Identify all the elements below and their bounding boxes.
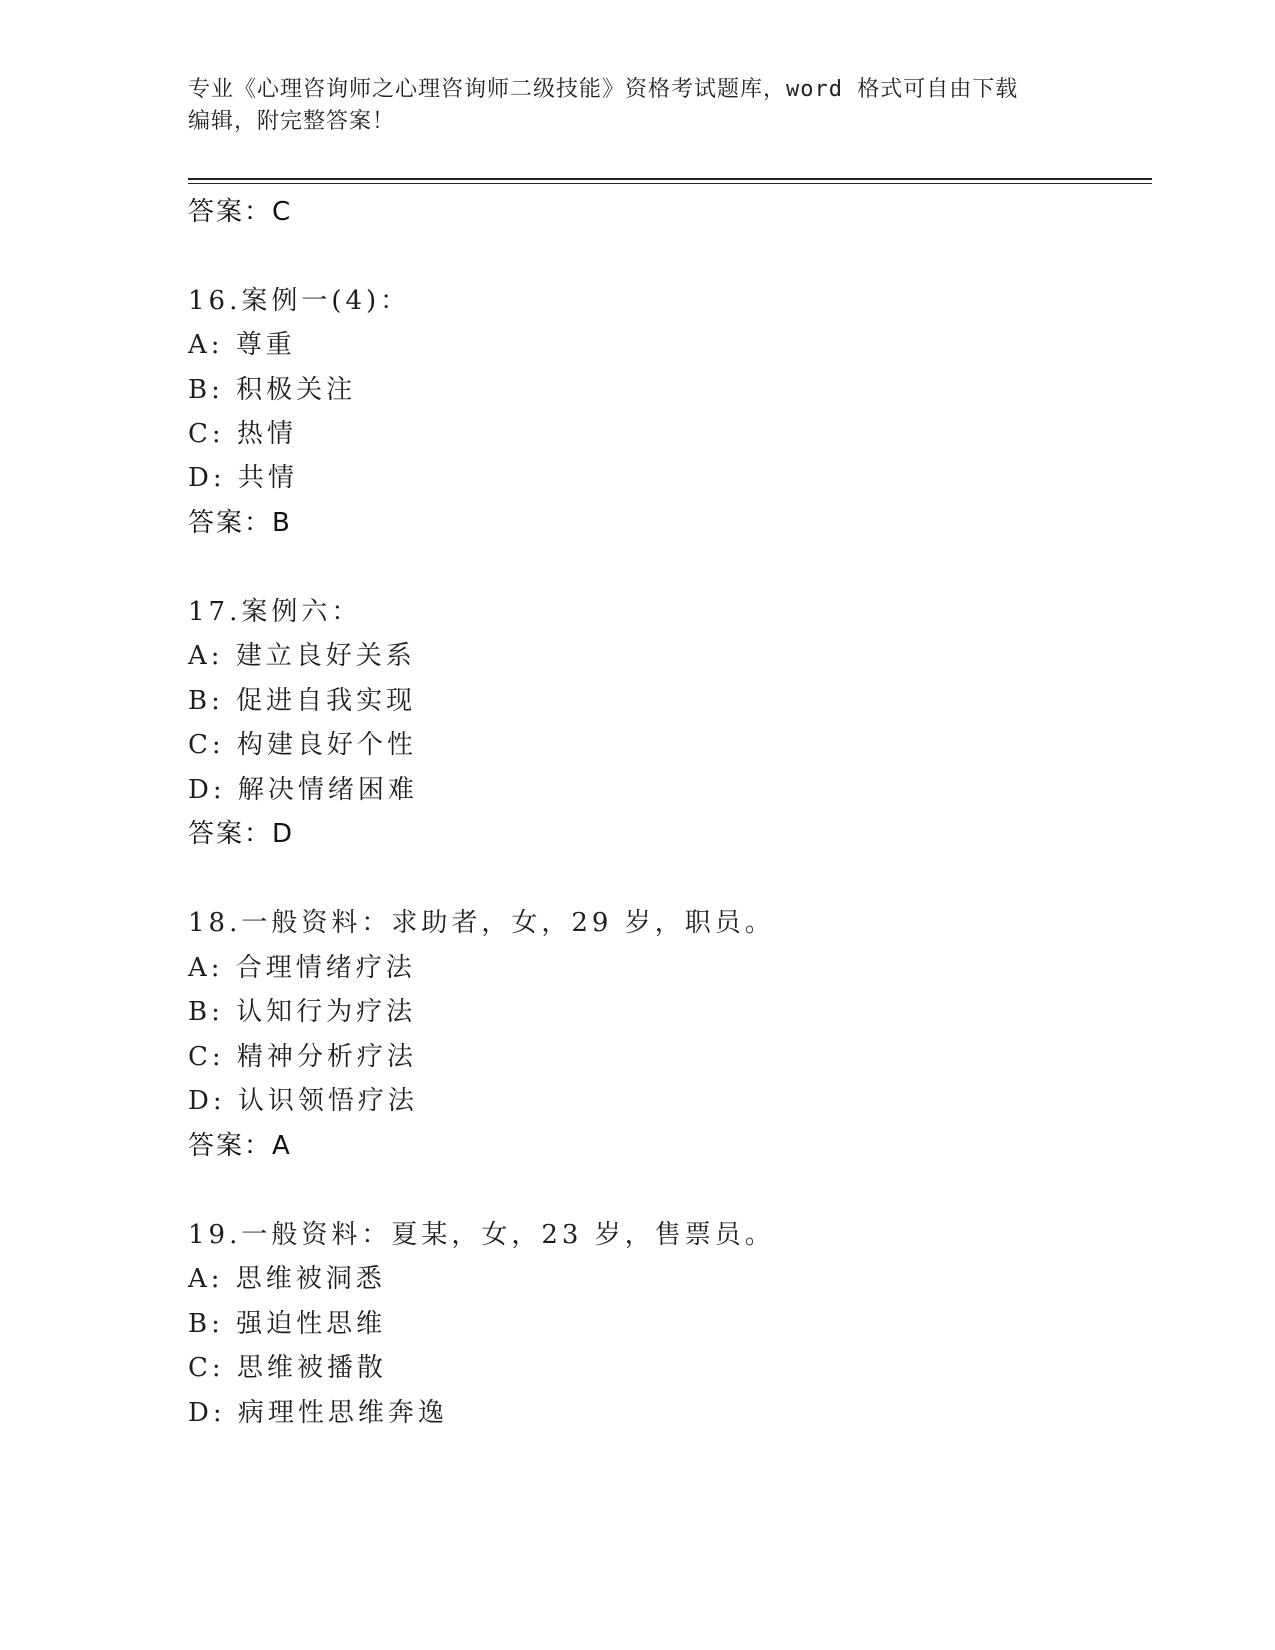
header-divider-thin [188, 183, 1152, 184]
question-19: 19.一般资料：夏某，女，23 岁，售票员。 [188, 1220, 775, 1250]
option-19-b: B: 强迫性思维 [188, 1309, 387, 1339]
option-18-b: B: 认知行为疗法 [188, 997, 417, 1027]
option-16-d: D: 共情 [188, 463, 298, 493]
option-17-c: C: 构建良好个性 [188, 730, 417, 760]
answer-18: 答案：A [188, 1131, 292, 1161]
header-line-2: 编辑，附完整答案！ [188, 109, 396, 134]
option-19-a: A: 思维被洞悉 [188, 1264, 386, 1294]
option-16-b: B: 积极关注 [188, 375, 357, 405]
option-16-a: A: 尊重 [188, 330, 296, 360]
answer-line: 答案：C [188, 197, 293, 227]
header-line-1: 专业《心理咨询师之心理咨询师二级技能》资格考试题库，word 格式可自由下载 [188, 77, 1019, 102]
question-17: 17.案例六： [188, 597, 362, 627]
option-16-c: C: 热情 [188, 419, 297, 449]
option-18-d: D: 认识领悟疗法 [188, 1086, 418, 1116]
option-17-b: B: 促进自我实现 [188, 686, 417, 716]
answer-16: 答案：B [188, 508, 292, 538]
option-18-a: A: 合理情绪疗法 [188, 953, 416, 983]
option-17-a: A: 建立良好关系 [188, 641, 416, 671]
option-19-c: C: 思维被播散 [188, 1353, 387, 1383]
question-18: 18.一般资料：求助者，女，29 岁，职员。 [188, 908, 775, 938]
header-divider [188, 178, 1152, 180]
answer-17: 答案：D [188, 819, 295, 849]
option-18-c: C: 精神分析疗法 [188, 1042, 417, 1072]
question-16: 16.案例一(4)： [188, 286, 411, 316]
option-19-d: D: 病理性思维奔逸 [188, 1398, 448, 1428]
document-header [188, 74, 1068, 138]
option-17-d: D: 解决情绪困难 [188, 775, 418, 805]
